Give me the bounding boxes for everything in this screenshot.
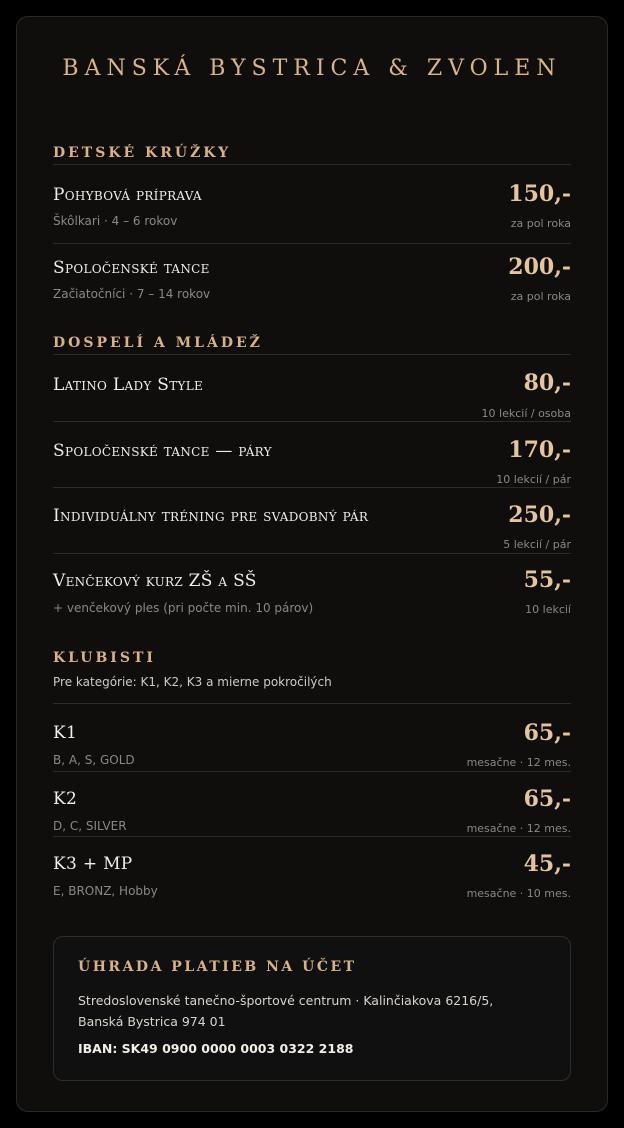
item-price-k3-mp: 45,-	[523, 851, 571, 877]
item-name-vencekovy-kurz: Venčekový kurz ZŠ a SŠ	[53, 571, 257, 591]
item-unit-spolocenske-tance-pary: 10 lekcií / pár	[496, 473, 571, 486]
row-divider	[53, 836, 571, 837]
item-name-k1: K1	[53, 723, 78, 743]
item-price-pohybova-priprava: 150,-	[508, 181, 571, 207]
item-price-spolocenske-tance-pary: 170,-	[508, 437, 571, 463]
section-divider	[53, 164, 571, 165]
section-divider	[53, 354, 571, 355]
row-divider	[53, 771, 571, 772]
section-title-klubisti: KLUBISTI	[53, 650, 156, 666]
item-unit-spolocenske-tance: za pol roka	[510, 290, 571, 303]
item-price-k2: 65,-	[523, 786, 571, 812]
item-unit-k3-mp: mesačne · 10 mes.	[466, 887, 571, 900]
item-sub-k3-mp: E, BRONZ, Hobby	[53, 884, 158, 898]
item-unit-k2: mesačne · 12 mes.	[466, 822, 571, 835]
item-unit-vencekovy-kurz: 10 lekcií	[525, 603, 571, 616]
item-price-individualny-trening: 250,-	[508, 502, 571, 528]
item-unit-pohybova-priprava: za pol roka	[510, 217, 571, 230]
item-name-pohybova-priprava: Pohybová príprava	[53, 185, 202, 205]
item-name-individualny-trening: Individuálny tréning pre svadobný pár	[53, 506, 369, 526]
page-title: BANSKÁ BYSTRICA & ZVOLEN	[62, 56, 562, 81]
item-name-spolocenske-tance-pary: Spoločenské tance — páry	[53, 441, 272, 461]
item-sub-vencekovy-kurz: + venčekový ples (pri počte min. 10 párov)	[53, 601, 314, 615]
item-price-vencekovy-kurz: 55,-	[523, 567, 571, 593]
item-price-k1: 65,-	[523, 720, 571, 746]
item-name-k3-mp: K3 + MP	[53, 854, 133, 874]
item-unit-individualny-trening: 5 lekcií / pár	[503, 538, 571, 551]
payment-iban: IBAN: SK49 0900 0000 0003 0322 2188	[78, 1041, 354, 1056]
section-note-klubisti: Pre kategórie: K1, K2, K3 a mierne pokročilých	[53, 675, 332, 689]
section-title-dospeli-a-mladez: DOSPELÍ A MLÁDEŽ	[53, 335, 263, 351]
item-sub-k2: D, C, SILVER	[53, 819, 127, 833]
item-unit-k1: mesačne · 12 mes.	[466, 756, 571, 769]
item-name-k2: K2	[53, 789, 78, 809]
payment-address-line-2: Banská Bystrica 974 01	[78, 1014, 226, 1029]
item-name-spolocenske-tance: Spoločenské tance	[53, 258, 210, 278]
section-divider	[53, 703, 571, 704]
row-divider	[53, 243, 571, 244]
item-price-spolocenske-tance: 200,-	[508, 254, 571, 280]
item-unit-latino-lady-style: 10 lekcií / osoba	[481, 407, 571, 420]
row-divider	[53, 487, 571, 488]
payment-address-line-1: Stredoslovenské tanečno-športové centrum · Kalinčiakova 6216/5,	[78, 993, 494, 1008]
item-price-latino-lady-style: 80,-	[523, 370, 571, 396]
row-divider	[53, 421, 571, 422]
payment-info-box	[53, 936, 571, 1081]
item-sub-k1: B, A, S, GOLD	[53, 753, 135, 767]
item-name-latino-lady-style: Latino Lady Style	[53, 375, 204, 395]
section-title-detske-kruzky: DETSKÉ KRÚŽKY	[53, 145, 232, 161]
item-sub-pohybova-priprava: Škôlkari · 4 – 6 rokov	[53, 214, 178, 228]
row-divider	[53, 553, 571, 554]
item-sub-spolocenske-tance: Začiatočníci · 7 – 14 rokov	[53, 287, 211, 301]
payment-title: ÚHRADA PLATIEB NA ÚČET	[78, 959, 357, 975]
